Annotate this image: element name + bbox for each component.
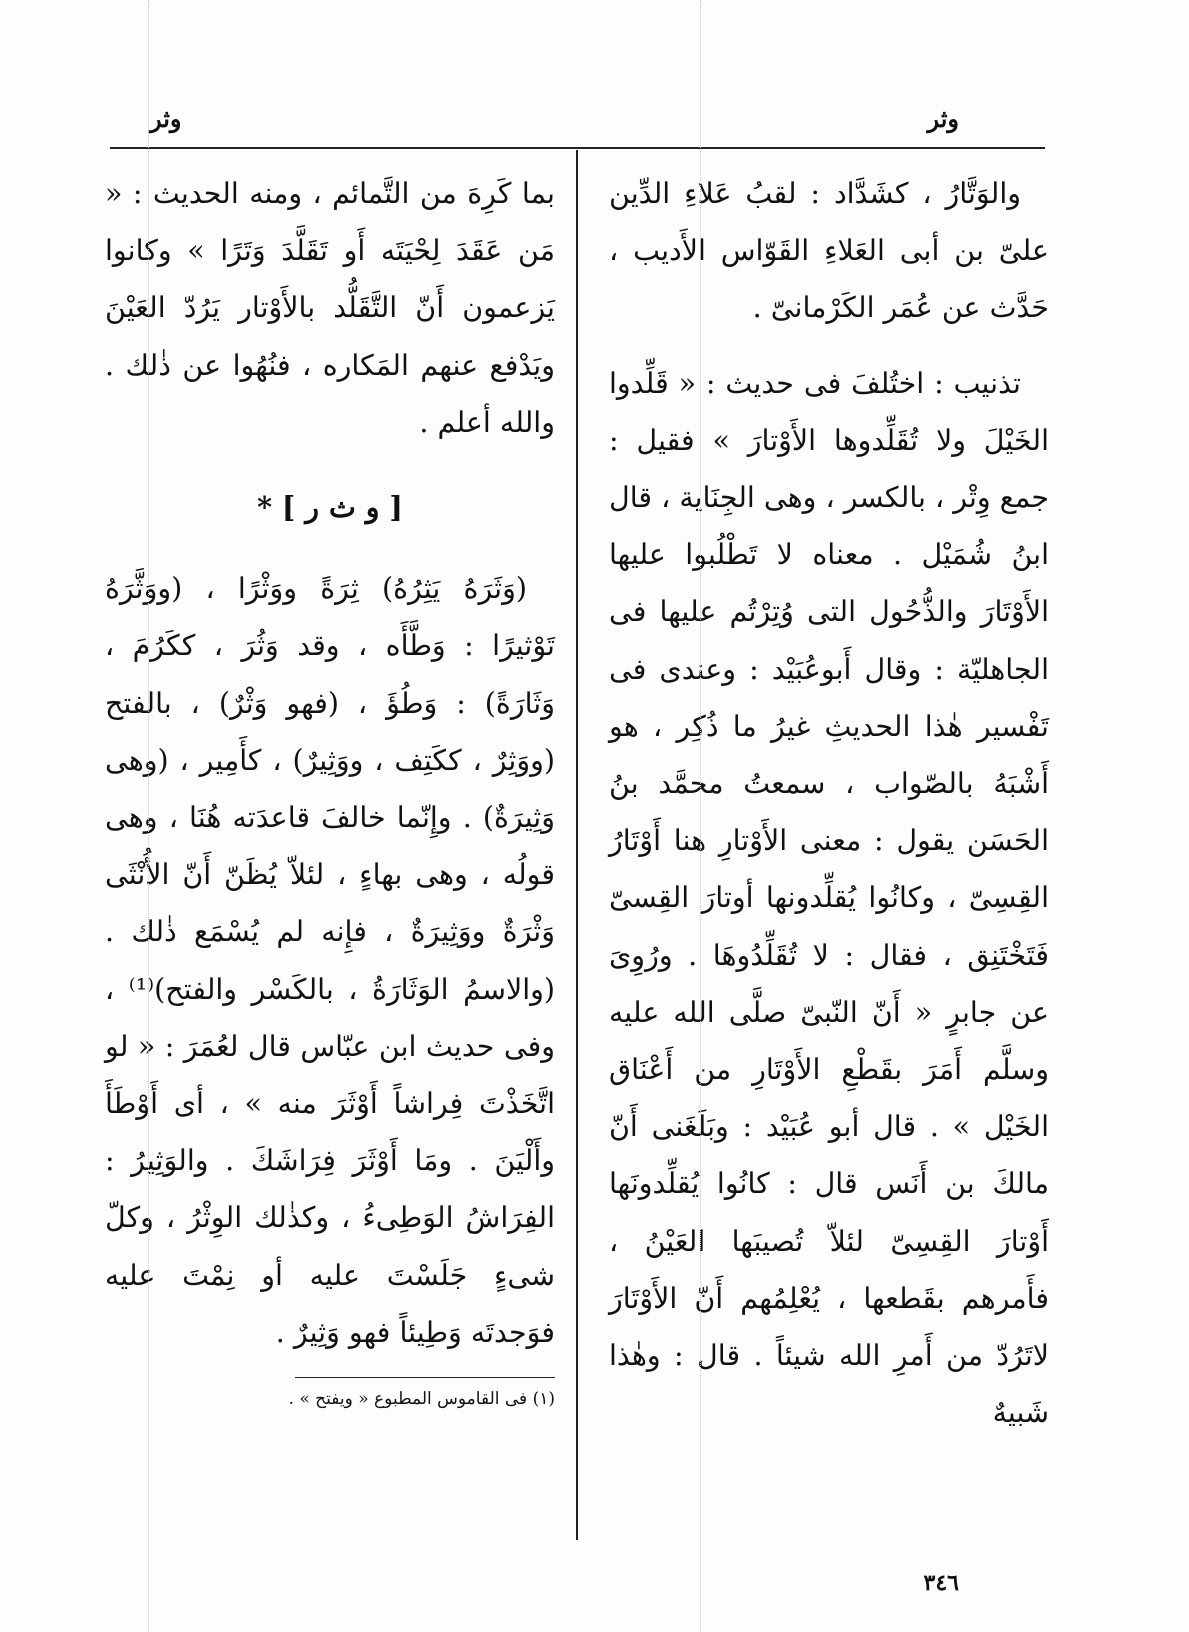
scan-artifact-line xyxy=(148,0,149,1632)
entry-paragraph: بما كَرِهَ من التَّمائم ، ومنه الحديث : « مَن عَقَدَ لِحْيَتَه أَو تَقَلَّدَ وَتَرًا » وكانوا يَزعمون أَنّ التَّقَلُّد بالأَوْتار يَرُدّ العَيْنَ ويَدْفع عنهم المَكاره ، فنُهُوا عن ذٰلك . والله أعلم . xyxy=(105,177,555,439)
entry-paragraph: تذنيب : اختُلفَ فى حديث : « قَلِّدوا الخَيْلَ ولا تُقَلِّدوها الأَوْتارَ » فقيل : جمع وِتْر ، بالكسر ، وهى الجِنَاية ، قال ابنُ شُمَيْل . معناه لا تَطْلُبوا عليها الأَوْتَارَ والذُّحُول التى وُتِرْتُم عليها فى الجاهليّة : وقال أَبوعُبَيْد : وعندى فى تَفْسير هٰذا الحديثِ غيرُ ما ذُكِر ، هو أَشْبَهُ بالصّواب ، سمعتُ محمَّد بنُ الحَسَن يقول : معنى الأَوْتارِ هنا أَوْتَارُ القِسِىّ ، وكانُوا يُقلِّدونها أوتارَ القِسىّ فَتَخْتَنِق ، فقال : لا تُقَلِّدُوهَا . ورُوِىَ عن جابرٍ « أَنّ النّبىّ صلَّى الله عليه وسلَّم أَمَرَ بقَطْعِ الأَوْتَارِ من أَعْنَاق الخَيْل » . قال أبو عُبَيْد : وبَلَغَنى أَنّ مالكَ بن أَنَس قال : كانُوا يُقلِّدونَها أَوْتارَ القِسِىّ لئلاّ تُصيبَها العَيْنُ ، فأَمرهم بقَطعها ، يُعْلِمُهم أَنّ الأَوْتَارَ لاتَرُدّ من أَمرِ الله شيئاً . قال : وهٰذا شَبيهٌ xyxy=(609,366,1049,1430)
header-rule xyxy=(110,147,1045,149)
running-header-right: وثر xyxy=(927,104,959,133)
right-column xyxy=(609,165,1049,1441)
root-heading: [ و ث ر ] * xyxy=(257,490,403,525)
column-divider xyxy=(576,150,578,1540)
footnote-rule xyxy=(295,1377,555,1378)
running-header-left: وثر xyxy=(150,104,182,133)
footnote: (١) فى القاموس المطبوع « ويفتح » . xyxy=(288,1389,555,1410)
scan-artifact-line xyxy=(700,0,701,1632)
left-column xyxy=(105,165,555,1414)
page-number: ٣٤٦ xyxy=(923,1570,959,1596)
entry-paragraph: (وَثَرَهُ يَثِرُهُ) ثِرَةً ووَثْرًا ، (ووَثَّرَهُ تَوْثيرًا : وَطَّأَه ، وقد وَثُرَ ، ككَرُمَ ، وَثَارَةً) : وَطُؤَ ، (فهو وَثْرٌ) ، بالفتح (ووَثِرٌ ، ككَتِف ، ووَثِيرٌ) ، كأَمِير ، (وهى وَثِيرَةٌ) . وإِنّما خالفَ قاعدَته هُنَا ، وهى قولُه ، وهى بهاءٍ ، لئلاّ يُظَنّ أَنّ الأُنْثَى وَثْرَةٌ ووَثِيرَةٌ ، فإِنه لم يُسْمَع ذٰلك . (والاسمُ الوَثَارَةُ ، بالكَسْر والفتح)⁽¹⁾ ، وفى حديث ابن عبّاس قال لعُمَرَ : « لو اتَّخَذْتَ فِراشاً أَوْثَرَ منه » ، أى أَوْطَأَ وأَلْيَنَ . ومَا أَوْثَرَ فِرَاشَكَ . والوَثِيرُ : الفِرَاشُ الوَطِىءُ ، وكذٰلك الوِثْرُ ، وكلّ شىءٍ جَلَسْتَ عليه أو نِمْتَ عليه فوَجدتَه وَطِيئاً فهو وَثِيرٌ . xyxy=(105,572,556,1349)
entry-paragraph: والوَتَّارُ ، كشَدَّاد : لقبُ عَلاءِ الدِّين علىّ بن أبى العَلاءِ القَوّاس الأَديب ، حَدَّث عن عُمَر الكَرْمانىّ . xyxy=(609,177,1049,325)
